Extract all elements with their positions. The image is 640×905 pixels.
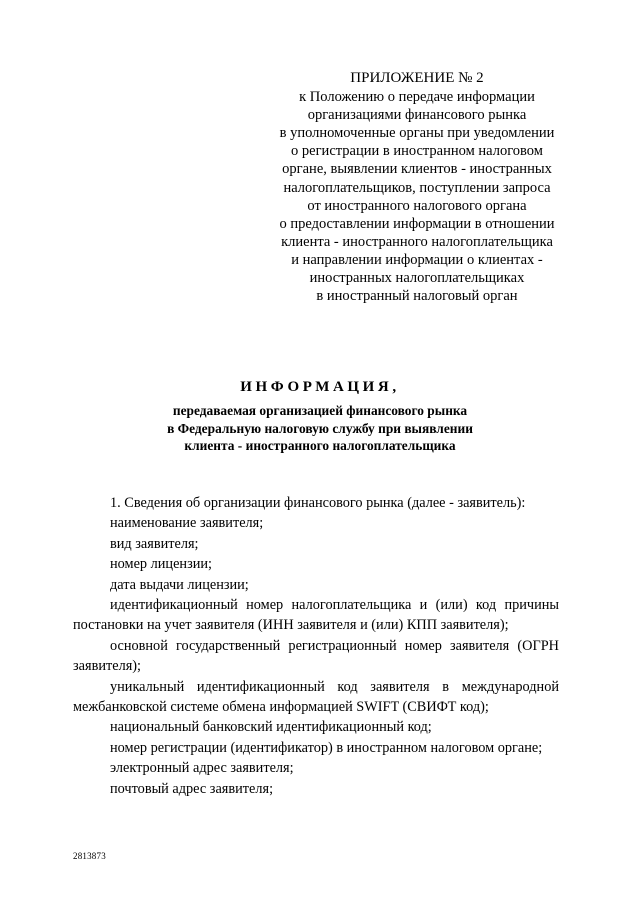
field-item-license-date: дата выдачи лицензии; — [110, 576, 249, 593]
annex-line: организациями финансового рынка — [307, 107, 527, 124]
annex-line: к Положению о передаче информации — [299, 89, 535, 106]
document-subheading — [80, 402, 560, 455]
section-1-intro: 1. Сведения об организации финансового рынка (далее - заявитель): — [110, 495, 526, 511]
field-item-postal: почтовый адрес заявителя; — [110, 780, 274, 797]
field-item-type: вид заявителя; — [110, 535, 199, 552]
annex-line: иностранных налогоплательщиках — [309, 270, 525, 287]
annex-line: органе, выявлении клиентов - иностранных — [282, 161, 552, 178]
subheading-line: в Федеральную налоговую службу при выявлении — [167, 420, 473, 436]
annex-line: и направлении информации о клиентах - — [291, 251, 543, 268]
subheading-line: передаваемая организацией финансового рынка — [172, 403, 468, 418]
annex-line: в иностранный налоговый орган — [316, 288, 518, 305]
annex-line: о регистрации в иностранном налоговом — [291, 143, 543, 160]
field-item-foreign-registration: номер регистрации (идентификатор) в иностранном налоговом органе; — [110, 739, 543, 756]
field-item-name: наименование заявителя; — [110, 515, 264, 532]
annex-line: в уполномоченные органы при уведомлении — [279, 125, 555, 142]
document-heading: ИНФОРМАЦИЯ, — [240, 379, 400, 395]
annex-line: от иностранного налогового органа — [307, 197, 527, 214]
document-code: 2813873 — [73, 851, 106, 861]
field-item-license: номер лицензии; — [110, 556, 212, 573]
field-item-swift: уникальный идентификационный код заявителя в международной межбанковской системе обмена информацией SWIFT (СВИФТ код); — [73, 678, 559, 716]
subheading-line: клиента - иностранного налогоплательщика — [184, 438, 456, 454]
annex-line: о предоставлении информации в отношении — [279, 215, 555, 232]
field-item-email: электронный адрес заявителя; — [110, 760, 294, 777]
annex-line: клиента - иностранного налогоплательщика — [281, 233, 553, 250]
annex-title: ПРИЛОЖЕНИЕ № 2 — [350, 70, 484, 86]
annex-header — [258, 69, 576, 305]
section-1 — [73, 493, 559, 799]
annex-line: налогоплательщиков, поступлении запроса — [283, 179, 551, 196]
field-item-ogrn: основной государственный регистрационный номер заявителя (ОГРН заявителя); — [73, 637, 559, 675]
field-item-inn: идентификационный номер налогоплательщика и (или) код причины постановки на учет заявителя (ИНН заявителя и (или) КПП заявителя); — [73, 597, 559, 634]
field-item-bic: национальный банковский идентификационный код; — [110, 719, 432, 736]
